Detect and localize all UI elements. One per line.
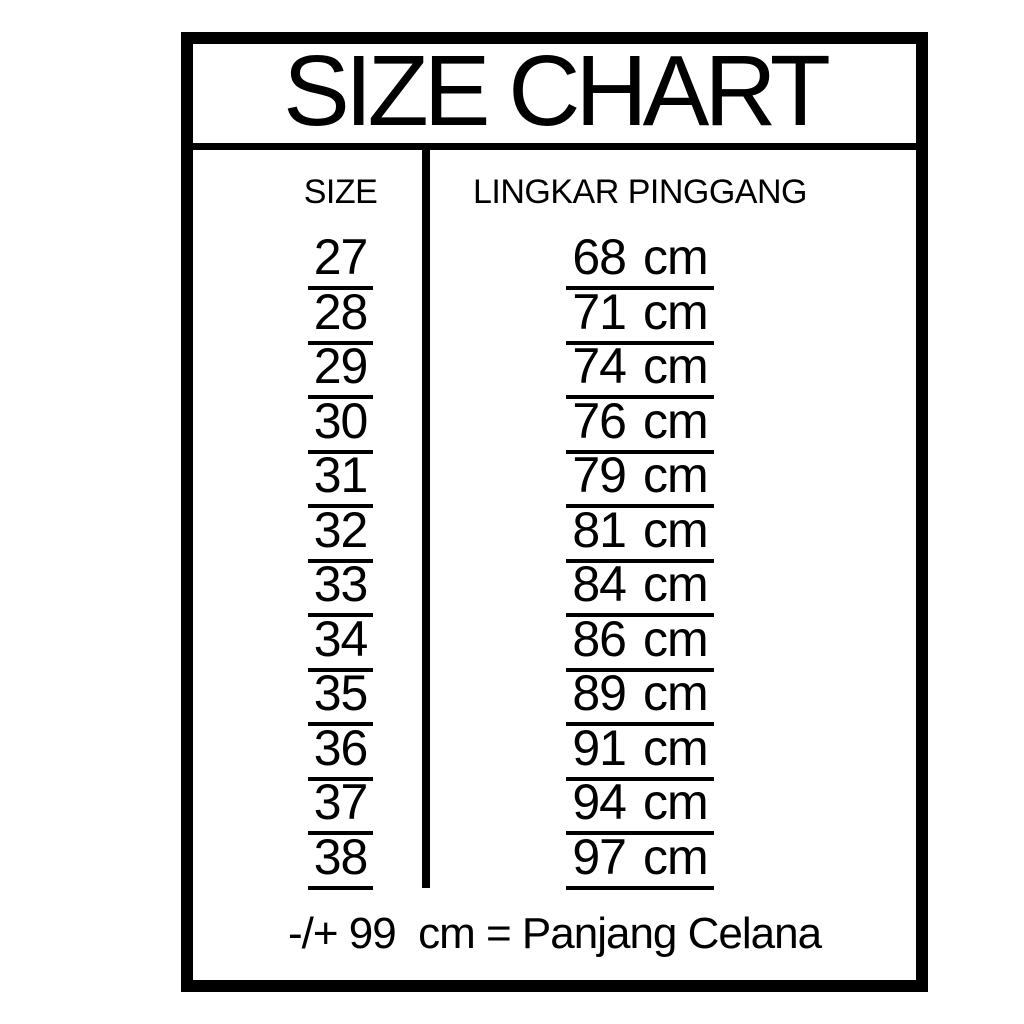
waist-number: 71	[572, 283, 626, 340]
size-column	[193, 150, 430, 888]
table-row	[430, 774, 850, 834]
size-value: 34	[308, 614, 374, 672]
table-row	[430, 447, 850, 507]
waist-unit: cm	[642, 665, 708, 722]
table-row	[430, 719, 850, 780]
waist-unit: cm	[642, 828, 708, 885]
table-row	[430, 828, 850, 889]
size-value: 30	[308, 396, 374, 454]
waist-column	[430, 150, 916, 888]
table-row	[259, 229, 422, 289]
waist-value	[566, 392, 713, 454]
waist-unit: cm	[642, 610, 708, 667]
table-row	[430, 338, 850, 398]
waist-value	[566, 283, 713, 345]
waist-number: 84	[572, 556, 626, 613]
waist-column-header: LINGKAR PINGGANG	[473, 172, 807, 211]
footer-note: -/+ 99 cm = Panjang Celana	[287, 909, 822, 958]
waist-unit: cm	[642, 229, 708, 286]
size-value: 33	[308, 559, 374, 617]
chart-outer-box	[181, 32, 928, 992]
waist-unit: cm	[642, 338, 708, 395]
waist-unit: cm	[642, 719, 708, 776]
table-row	[430, 392, 850, 453]
table-row	[259, 501, 422, 562]
waist-number: 68	[572, 229, 626, 286]
waist-column-rows	[430, 229, 850, 888]
table-row	[259, 719, 422, 780]
waist-value	[566, 610, 713, 672]
waist-unit: cm	[642, 392, 708, 449]
waist-value	[566, 665, 713, 726]
waist-number: 86	[572, 610, 626, 667]
table-row	[259, 774, 422, 834]
size-value: 36	[308, 723, 374, 781]
waist-unit: cm	[642, 774, 708, 831]
table-row	[430, 610, 850, 671]
table-row	[430, 556, 850, 616]
waist-value	[566, 501, 713, 563]
size-column-header: SIZE	[303, 172, 378, 211]
size-value: 27	[308, 232, 374, 290]
waist-value	[566, 447, 713, 508]
waist-value	[566, 719, 713, 781]
table-row	[259, 556, 422, 616]
waist-value	[566, 556, 713, 617]
waist-unit: cm	[642, 447, 708, 504]
table-row	[430, 665, 850, 725]
waist-number: 81	[572, 501, 626, 558]
size-value: 37	[308, 777, 374, 835]
table-row	[259, 283, 422, 344]
table-row	[259, 828, 422, 889]
table-row	[259, 665, 422, 725]
page-title: SIZE CHART	[283, 34, 826, 147]
table-row	[430, 229, 850, 289]
table-row	[259, 447, 422, 507]
size-value: 35	[308, 668, 374, 726]
waist-unit: cm	[642, 501, 708, 558]
waist-number: 79	[572, 447, 626, 504]
waist-number: 76	[572, 392, 626, 449]
table-row	[259, 610, 422, 671]
waist-value	[566, 229, 713, 290]
size-value: 31	[308, 450, 374, 508]
size-value: 28	[308, 287, 374, 345]
waist-number: 94	[572, 774, 626, 831]
size-value: 29	[308, 341, 374, 399]
table-row	[430, 501, 850, 562]
table-row	[259, 338, 422, 398]
table-row	[430, 283, 850, 344]
waist-number: 89	[572, 665, 626, 722]
waist-unit: cm	[642, 556, 708, 613]
waist-number: 91	[572, 719, 626, 776]
waist-value	[566, 774, 713, 835]
table-row	[259, 392, 422, 453]
size-column-rows	[259, 229, 422, 888]
waist-unit: cm	[642, 283, 708, 340]
waist-number: 74	[572, 338, 626, 395]
waist-value	[566, 828, 713, 890]
size-value: 38	[308, 832, 374, 890]
waist-number: 97	[572, 828, 626, 885]
size-value: 32	[308, 505, 374, 563]
size-table	[193, 150, 916, 888]
waist-value	[566, 338, 713, 399]
title-bar	[193, 34, 916, 150]
